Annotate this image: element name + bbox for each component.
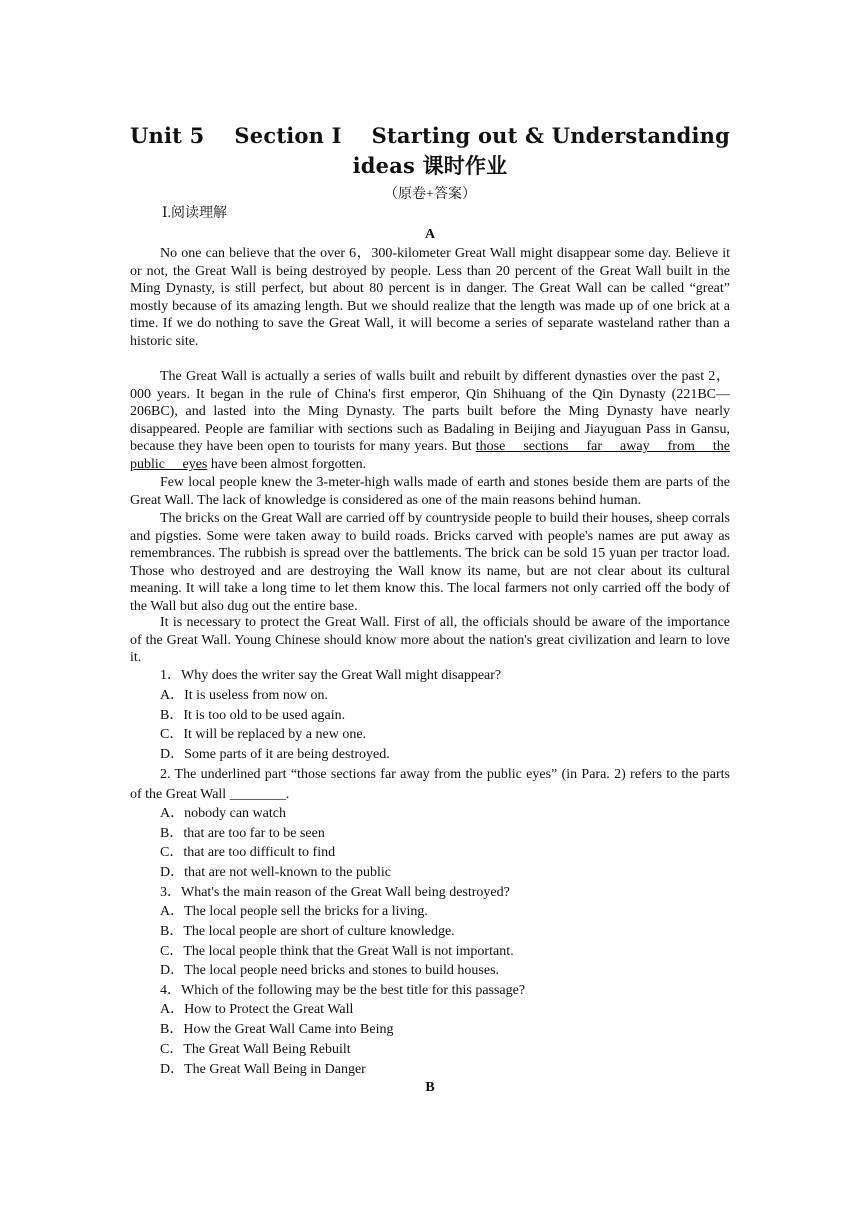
question-2-stem: 2. The underlined part “those sections far away from the public eyes” (in Para. 2) refers to the parts of the Great Wall ________. (130, 767, 730, 802)
underlined-phrase: those sections far away from the public eyes (130, 439, 730, 472)
question-1-option-a: A．It is useless from now on. (160, 688, 328, 703)
question-4-option-c: C．The Great Wall Being Rebuilt (160, 1042, 351, 1057)
question-3-option-a: A．The local people sell the bricks for a living. (160, 904, 428, 919)
question-1-option-c: C．It will be replaced by a new one. (160, 727, 367, 742)
title-line-2: ideas 课时作业 (352, 153, 508, 178)
question-1-stem: 1．Why does the writer say the Great Wall might disappear? (160, 668, 502, 683)
section-label: Ⅰ.阅读理解 (162, 206, 228, 221)
paragraph-2-text-before: The Great Wall is actually a series of walls built and rebuilt by different dynasties over the past 2，000 years. It began in the rule of China's first emperor, Qin Shihuang of the Qin Dynasty (221BC—206BC), and lasted into the Ming Dynasty. The parts built before the Ming Dynasty have nearly disappeared. People are familiar with sections such as Badaling in Beijing and Jiayuguan Pass in Gansu, because they have been open to tourists for many years. But (130, 369, 730, 455)
question-1-option-b: B．It is too old to be used again. (160, 708, 346, 723)
question-2-option-d: D．that are not well-known to the public (160, 865, 391, 880)
question-4-option-a: A．How to Protect the Great Wall (160, 1002, 354, 1017)
question-2-option-c: C．that are too difficult to find (160, 845, 336, 860)
title-line-1: Unit 5 Section Ⅰ Starting out & Understanding (130, 123, 731, 148)
document-title (130, 121, 730, 181)
passage-a-paragraph-2 (130, 368, 730, 474)
question-4-stem: 4．Which of the following may be the best title for this passage? (160, 983, 526, 998)
question-3-option-b: B．The local people are short of culture knowledge. (160, 924, 455, 939)
paragraph-2-text-after: have been almost forgotten. (207, 456, 367, 472)
question-3-option-c: C．The local people think that the Great Wall is not important. (160, 944, 514, 959)
passage-a-paragraph-5: It is necessary to protect the Great Wall. First of all, the officials should be aware of the importance of the Great Wall. Young Chinese should know more about the nation's great civilization and learn to love it. (130, 615, 730, 666)
question-2-option-a: A．nobody can watch (160, 806, 286, 821)
passage-a-paragraph-4: The bricks on the Great Wall are carried off by countryside people to build their houses, sheep corrals and pigsties. Some were taken away to build roads. Bricks carved with people's names are put away as remembrances. The rubbish is spread over the battlements. The brick can be sold 15 yuan per tractor load. Those who destroyed and are destroying the Wall know its name, but are not clear about its cultural meaning. It will take a long time to let them know this. The local farmers not only carried off the body of the Wall but also dug out the entire base. (130, 511, 730, 614)
question-4-option-d: D．The Great Wall Being in Danger (160, 1062, 366, 1077)
question-2-option-b: B．that are too far to be seen (160, 826, 325, 841)
document-subtitle: （原卷+答案） (384, 187, 476, 202)
question-3-stem: 3．What's the main reason of the Great Wall being destroyed? (160, 885, 510, 900)
question-3-option-d: D．The local people need bricks and stones to build houses. (160, 963, 500, 978)
passage-a-paragraph-3: Few local people knew the 3-meter-high walls made of earth and stones beside them are parts of the Great Wall. The lack of knowledge is considered as one of the main reasons behind human. (130, 475, 730, 508)
question-1-option-d: D．Some parts of it are being destroyed. (160, 747, 390, 762)
passage-b-letter: B (425, 1080, 435, 1095)
passage-a-paragraph-1: No one can believe that the over 6，300-kilometer Great Wall might disappear some day. Believe it or not, the Great Wall is being destroyed by people. Less than 20 percent of the Great Wall built in the Ming Dynasty, is still perfect, but about 80 percent is in danger. The Great Wall can be called “great” mostly because of its amazing length. But we should realize that the length was made up of one brick at a time. If we do nothing to save the Great Wall, it will become a series of separate wasteland rather than a historic site. (130, 246, 730, 349)
passage-a-letter: A (424, 227, 436, 242)
question-4-option-b: B．How the Great Wall Came into Being (160, 1022, 394, 1037)
